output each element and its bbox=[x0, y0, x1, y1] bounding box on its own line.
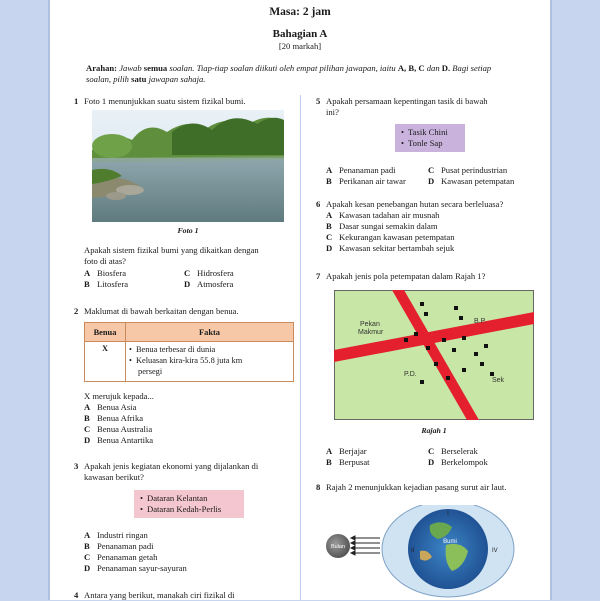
q7-settlement-map bbox=[334, 290, 534, 420]
q7-option-d[interactable]: D Berkelompok bbox=[428, 457, 488, 467]
column-divider bbox=[300, 95, 301, 600]
map-label-makmur: Makmur bbox=[358, 329, 384, 336]
q3-stem-line-2: kawasan berikut? bbox=[84, 472, 144, 482]
q5-stem-line-2: ini? bbox=[326, 107, 339, 117]
earth-label: Bumi bbox=[443, 539, 457, 545]
map-label-pekan: Pekan bbox=[360, 321, 380, 328]
q8-number: 8 bbox=[316, 482, 321, 492]
q7-option-b[interactable]: B Berpusat bbox=[326, 457, 370, 467]
exam-page bbox=[50, 0, 550, 600]
page-edge-right bbox=[550, 0, 552, 600]
q6-option-a[interactable]: A Kawasan tadahan air musnah bbox=[326, 210, 440, 220]
q6-option-d[interactable]: D Kawasan sekitar bertambah sejuk bbox=[326, 243, 455, 253]
q7-option-a[interactable]: A Berjajar bbox=[326, 446, 367, 456]
region-2: • Dataran Kedah-Perlis bbox=[140, 504, 238, 515]
section-title: Bahagian A bbox=[272, 28, 328, 40]
lake-1: • Tasik Chini bbox=[401, 127, 459, 138]
q2-number: 2 bbox=[74, 306, 79, 316]
q1-option-a[interactable]: A Biosfera bbox=[84, 268, 127, 278]
q5-option-c[interactable]: C Pusat perindustrian bbox=[428, 165, 508, 175]
map-label-sek: Sek bbox=[492, 377, 505, 384]
q2-option-b[interactable]: B Benua Afrika bbox=[84, 413, 144, 423]
table-header-benua: Benua bbox=[85, 323, 126, 342]
q3-number: 3 bbox=[74, 461, 79, 471]
fact-1: • Benua terbesar di dunia bbox=[129, 344, 290, 355]
table-cell-x: X bbox=[85, 342, 126, 382]
q1-question-line-1: Apakah sistem fizikal bumi yang dikaitkan dengan bbox=[84, 245, 259, 255]
q2-stem: Maklumat di bawah berkaitan dengan benua. bbox=[84, 306, 239, 316]
q5-option-b[interactable]: B Perikanan air tawar bbox=[326, 176, 406, 186]
q1-question-line-2: foto di atas? bbox=[84, 256, 126, 266]
q7-option-c[interactable]: C Berselerak bbox=[428, 446, 478, 456]
q3-option-d[interactable]: D Penanaman sayur-sayuran bbox=[84, 563, 187, 573]
q2-option-d[interactable]: D Benua Antartika bbox=[84, 435, 154, 445]
fact-2-cont: persegi bbox=[138, 367, 163, 376]
q1-lake-photo bbox=[92, 110, 284, 222]
q5-option-d[interactable]: D Kawasan petempatan bbox=[428, 176, 515, 186]
q6-stem: Apakah kesan penebangan hutan secara berleluasa? bbox=[326, 199, 504, 209]
map-label-pd: P.D. bbox=[404, 371, 417, 378]
q1-option-b[interactable]: B Litosfera bbox=[84, 279, 129, 289]
q8-tide-diagram bbox=[320, 505, 540, 600]
gravity-arrows bbox=[351, 536, 380, 555]
q2-continent-table bbox=[84, 322, 294, 382]
q6-option-c[interactable]: C Kekurangan kawasan petempatan bbox=[326, 232, 455, 242]
q5-number: 5 bbox=[316, 96, 321, 106]
q3-stem-line-1: Apakah jenis kegiatan ekonomi yang dijalankan di bbox=[84, 461, 259, 471]
map-label-bp: B.P. bbox=[474, 318, 487, 325]
q1-stem: Foto 1 menunjukkan suatu sistem fizikal bumi. bbox=[84, 96, 246, 106]
moon-label: Bulan bbox=[330, 544, 346, 550]
q6-option-b[interactable]: B Dasar sungai semakin dalam bbox=[326, 221, 438, 231]
q2-question: X merujuk kepada... bbox=[84, 391, 154, 401]
q7-map-caption: Rajah 1 bbox=[421, 426, 447, 435]
region-1: • Dataran Kelantan bbox=[140, 493, 238, 504]
label-ii: II bbox=[411, 548, 415, 554]
instructions-line-2: soalan, pilih satu jawapan sahaja. bbox=[86, 74, 206, 84]
section-marks: [20 markah] bbox=[278, 41, 322, 51]
table-header-fakta: Fakta bbox=[126, 323, 294, 342]
label-i: I bbox=[447, 511, 449, 517]
q2-option-a[interactable]: A Benua Asia bbox=[84, 402, 137, 412]
q2-option-c[interactable]: C Benua Australia bbox=[84, 424, 153, 434]
exam-duration: Masa: 2 jam bbox=[269, 6, 331, 18]
q5-lake-box bbox=[395, 124, 465, 152]
q3-option-a[interactable]: A Industri ringan bbox=[84, 530, 148, 540]
q4-number: 4 bbox=[74, 590, 79, 600]
lake-2: • Tonle Sap bbox=[401, 138, 459, 149]
label-iv: IV bbox=[492, 548, 498, 554]
q7-stem: Apakah jenis pola petempatan dalam Rajah 1? bbox=[326, 271, 486, 281]
q3-region-box bbox=[134, 490, 244, 518]
q4-stem: Antara yang berikut, manakah ciri fizikal di bbox=[84, 590, 235, 600]
q1-option-c[interactable]: C Hidrosfera bbox=[184, 268, 234, 278]
q5-option-a[interactable]: A Penanaman padi bbox=[326, 165, 396, 175]
q5-stem-line-1: Apakah persamaan kepentingan tasik di bawah bbox=[326, 96, 488, 106]
q1-option-d[interactable]: D Atmosfera bbox=[184, 279, 234, 289]
table-cell-facts bbox=[126, 342, 294, 382]
q8-stem: Rajah 2 menunjukkan kejadian pasang surut air laut. bbox=[326, 482, 507, 492]
q7-number: 7 bbox=[316, 271, 321, 281]
q1-photo-caption: Foto 1 bbox=[177, 226, 199, 235]
q3-option-b[interactable]: B Penanaman padi bbox=[84, 541, 154, 551]
q1-number: 1 bbox=[74, 96, 79, 106]
q3-option-c[interactable]: C Penanaman getah bbox=[84, 552, 158, 562]
fact-2: • Keluasan kira-kira 55.8 juta km bbox=[129, 355, 290, 366]
q6-number: 6 bbox=[316, 199, 321, 209]
instructions-line-1: Arahan: Jawab semua soalan. Tiap-tiap soalan diikuti oleh empat pilihan jawapan, iaitu A, B, C dan D. Bagi setiap bbox=[86, 63, 492, 73]
